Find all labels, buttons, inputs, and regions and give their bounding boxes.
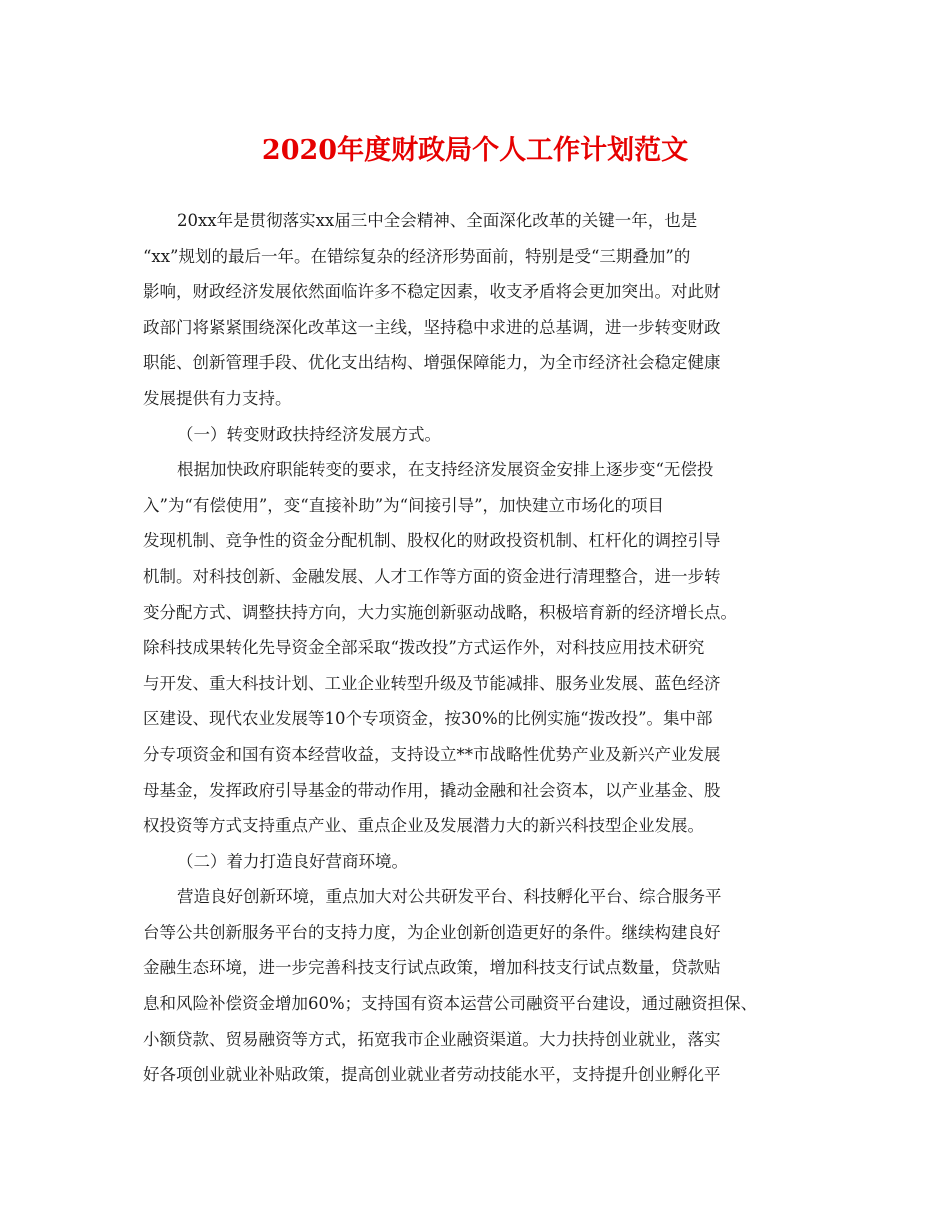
text-line: 根据加快政府职能转变的要求，在支持经济发展资金安排上逐步变“无偿投 [177,460,714,480]
text-line: 息和风险补偿资金增加60%；支持国有资本运营公司融资平台建设，通过融资担保、 [143,994,758,1014]
text-line: 营造良好创新环境，重点加大对公共研发平台、科技孵化平台、综合服务平 [177,887,722,907]
document-body [143,203,833,1093]
text-line: 变分配方式、调整扶持方向，大力实施创新驱动战略，积极培育新的经济增长点。 [143,602,737,622]
text-line: 发现机制、竞争性的资金分配机制、股权化的财政投资机制、杠杆化的调控引导 [143,531,721,551]
text-line: “xx”规划的最后一年。在错综复杂的经济形势面前，特别是受“三期叠加”的 [143,246,691,266]
text-line: 入”为“有偿使用”，变“直接补助”为“间接引导”，加快建立市场化的项目 [143,495,665,515]
text-line: 权投资等方式支持重点产业、重点企业及发展潜力大的新兴科技型企业发展。 [143,816,704,836]
text-line: 分专项资金和国有资本经营收益，支持设立**市战略性优势产业及新兴产业发展 [143,744,721,764]
text-line: 小额贷款、贸易融资等方式，拓宽我市企业融资渠道。大力扶持创业就业，落实 [143,1029,721,1049]
text-line: 影响，财政经济发展依然面临许多不稳定因素，收支矛盾将会更加突出。对此财 [143,282,721,302]
text-line: 政部门将紧紧围绕深化改革这一主线，坚持稳中求进的总基调，进一步转变财政 [143,317,721,337]
text-line: 台等公共创新服务平台的支持力度，为企业创新创造更好的条件。继续构建良好 [143,922,721,942]
text-line: 母基金，发挥政府引导基金的带动作用，撬动金融和社会资本，以产业基金、股 [143,780,721,800]
text-line: （一）转变财政扶持经济发展方式。 [177,424,441,444]
text-line: 与开发、重大科技计划、工业企业转型升级及节能减排、服务业发展、蓝色经济 [143,673,721,693]
text-line: 发展提供有力支持。 [143,388,292,408]
text-line: 金融生态环境，进一步完善科技支行试点政策，增加科技支行试点数量，贷款贴 [143,958,721,978]
text-line: 除科技成果转化先导资金全部采取“拨改投”方式运作外，对科技应用技术研究 [143,638,705,658]
text-line: 机制。对科技创新、金融发展、人才工作等方面的资金进行清理整合，进一步转 [143,566,721,586]
text-line: 区建设、现代农业发展等10个专项资金，按30%的比例实施“拨改投”。集中部 [143,709,713,729]
text-line: 好各项创业就业补贴政策，提高创业就业者劳动技能水平，支持提升创业孵化平 [143,1065,721,1085]
text-line: （二）着力打造良好营商环境。 [177,851,408,871]
text-line: 20xx年是贯彻落实xx届三中全会精神、全面深化改革的关键一年，也是 [177,211,698,230]
document-title: 2020年度财政局个人工作计划范文 [261,135,689,166]
text-line: 职能、创新管理手段、优化支出结构、增强保障能力，为全市经济社会稳定健康 [143,353,721,373]
